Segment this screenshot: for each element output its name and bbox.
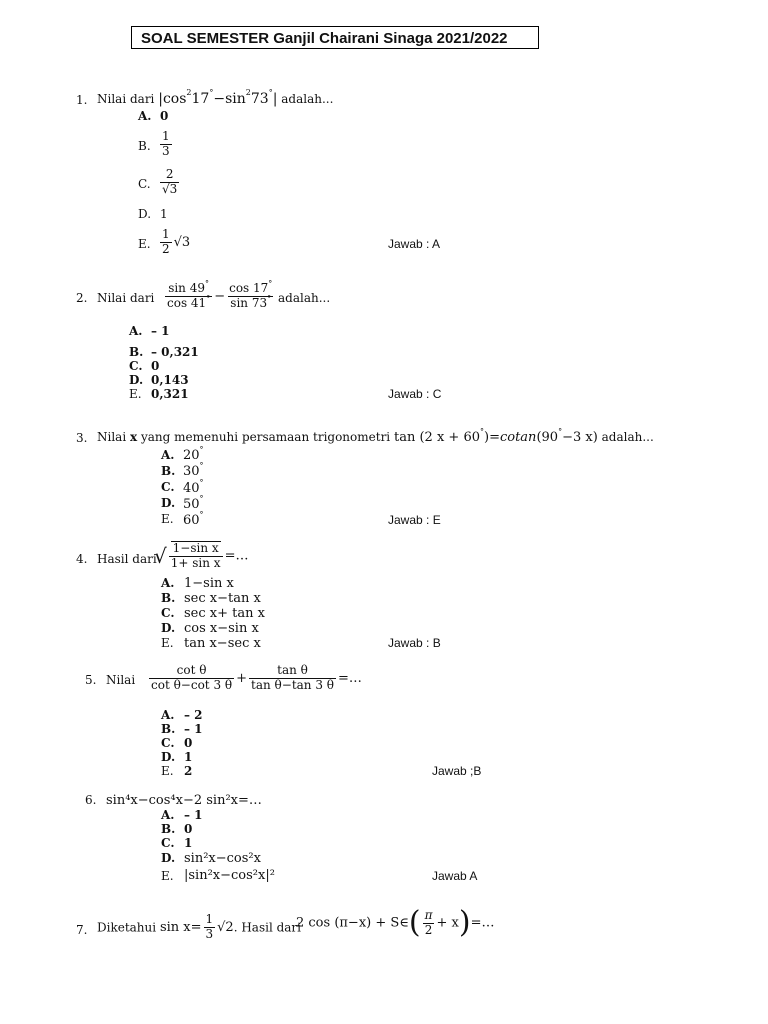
q2-opt-e-text: 0,321	[151, 387, 189, 401]
q2-opt-d-label: D.	[129, 373, 144, 387]
q1-opt-c-frac: $\frac{2}{√3}$	[162, 167, 178, 196]
q3-expr: tan (2 x + 60°)=cotan(90°−3 x)	[393, 427, 598, 445]
q3-number: 3.	[76, 431, 88, 445]
q2-opt-c-label: C.	[129, 359, 143, 373]
q1-answer: Jawab : A	[388, 237, 441, 251]
q3-opt-e-text: 60°	[183, 510, 204, 528]
q1-opt-d-label: D.	[138, 207, 152, 221]
q5-opt-e-label: E.	[161, 764, 174, 778]
q5-number: 5.	[85, 673, 97, 687]
q3-opt-c-label: C.	[161, 480, 175, 494]
q3-opt-e-label: E.	[161, 512, 174, 526]
q1-opt-b-label: B.	[138, 139, 151, 153]
q2-opt-a-label: A.	[129, 324, 143, 338]
q3-stem: Nilai x yang memenuhi persamaan trigonometri tan (2 x + 60°)=cotan(90°−3 x) adalah...	[97, 427, 654, 445]
q2-suffix: adalah...	[278, 291, 331, 305]
q3-opt-d-text: 50°	[183, 494, 204, 512]
q1-stem	[97, 88, 334, 107]
q1-opt-e-expr: $\frac{1}{2}$ √3	[162, 227, 191, 256]
q1-suffix: adalah...	[281, 92, 334, 106]
q6-answer: Jawab A	[432, 869, 478, 883]
q6-expr: sin⁴x−cos⁴x−2 sin²x=…	[106, 793, 262, 808]
q4-opt-c-label: C.	[161, 606, 175, 620]
q4-opt-a-text: 1−sin x	[184, 576, 234, 591]
q4-opt-b-text: sec x−tan x	[184, 591, 261, 606]
page-title: SOAL SEMESTER Ganjil Chairani Sinaga 2021/2022	[141, 30, 508, 47]
q1-opt-e-label: E.	[138, 237, 151, 251]
q6-opt-d-text: sin²x−cos²x	[184, 851, 261, 866]
q5-expr: $\frac{\text{cot θ}}{\text{cot θ−cot 3 θ}}$ + $\frac{\text{tan θ}}{\text{tan θ−tan 3 θ}}$ =…	[151, 663, 362, 692]
q2-opt-d-text: 0,143	[151, 373, 189, 387]
q5-opt-a-text: – 2	[184, 708, 203, 722]
q1-prefix: Nilai dari	[97, 92, 155, 106]
q7-number: 7.	[76, 923, 88, 937]
q2-opt-b-label: B.	[129, 345, 144, 359]
q7-stem: Diketahui sin x= $\frac{1}{3}$ √2. Hasil dari	[97, 912, 302, 941]
q6-opt-e-text: |sin²x−cos²x|²	[184, 868, 275, 883]
q3-opt-a-label: A.	[161, 448, 175, 462]
q4-opt-a-label: A.	[161, 576, 175, 590]
q2-expr: $\frac{\sin 49^\circ}{\cos 41^\circ}$ − $\frac{\cos 17^\circ}{\sin 73^\circ}$	[167, 279, 273, 310]
q5-opt-c-label: C.	[161, 736, 175, 750]
q5-opt-a-label: A.	[161, 708, 175, 722]
q2-prefix: Nilai dari	[97, 291, 155, 305]
q4-prefix: Hasil dari	[97, 552, 157, 566]
q4-expr: √ $\frac{\text{1−sin x}}{\text{1+ sin x}}$ =…	[154, 541, 249, 570]
q1-opt-b-frac: $\frac{1}{3}$	[162, 129, 170, 158]
q1-opt-d-text: 1	[160, 207, 168, 221]
q6-opt-b-label: B.	[161, 822, 176, 836]
q1-opt-a-label: A.	[138, 109, 152, 123]
q7-expr: 2 cos (π−x) + S∈( $\frac{\pi}{2}$ + x)=…	[296, 905, 495, 940]
q2-opt-b-text: – 0,321	[151, 345, 199, 359]
q2-opt-a-text: – 1	[151, 324, 170, 338]
q5-opt-d-text: 1	[184, 750, 193, 764]
q5-prefix: Nilai	[106, 673, 136, 687]
q6-opt-c-label: C.	[161, 836, 175, 850]
q4-opt-e-label: E.	[161, 636, 174, 650]
q5-opt-d-label: D.	[161, 750, 176, 764]
q1-number: 1.	[76, 93, 88, 107]
q4-number: 4.	[76, 552, 88, 566]
q2-opt-c-text: 0	[151, 359, 160, 373]
q4-opt-c-text: sec x+ tan x	[184, 606, 265, 621]
q5-opt-b-label: B.	[161, 722, 176, 736]
q4-opt-b-label: B.	[161, 591, 176, 605]
q6-opt-d-label: D.	[161, 851, 176, 865]
q6-opt-a-label: A.	[161, 808, 175, 822]
q5-opt-e-text: 2	[184, 764, 193, 778]
q4-opt-d-label: D.	[161, 621, 176, 635]
q5-opt-b-text: – 1	[184, 722, 203, 736]
q3-opt-b-label: B.	[161, 464, 176, 478]
q6-opt-e-label: E.	[161, 869, 174, 883]
q6-opt-c-text: 1	[184, 836, 193, 850]
q4-opt-e-text: tan x−sec x	[184, 636, 261, 651]
q5-opt-c-text: 0	[184, 736, 193, 750]
q2-opt-e-label: E.	[129, 387, 142, 401]
q4-answer: Jawab : B	[388, 636, 441, 650]
q3-opt-c-text: 40°	[183, 478, 204, 496]
q3-opt-d-label: D.	[161, 496, 176, 510]
q1-opt-a-text: 0	[160, 109, 169, 123]
q3-opt-b-text: 30°	[183, 461, 204, 479]
q6-number: 6.	[85, 793, 97, 807]
q6-opt-b-text: 0	[184, 822, 193, 836]
q4-opt-d-text: cos x−sin x	[184, 621, 259, 636]
q3-opt-a-text: 20°	[183, 445, 204, 463]
q1-expr: $|\cos^217^\circ-\sin^273^\circ|$	[158, 88, 278, 107]
q3-answer: Jawab : E	[388, 513, 441, 527]
q5-answer: Jawab ;B	[432, 764, 482, 778]
q2-answer: Jawab : C	[388, 387, 442, 401]
q6-opt-a-text: – 1	[184, 808, 203, 822]
q1-opt-c-label: C.	[138, 177, 151, 191]
q2-number: 2.	[76, 291, 88, 305]
